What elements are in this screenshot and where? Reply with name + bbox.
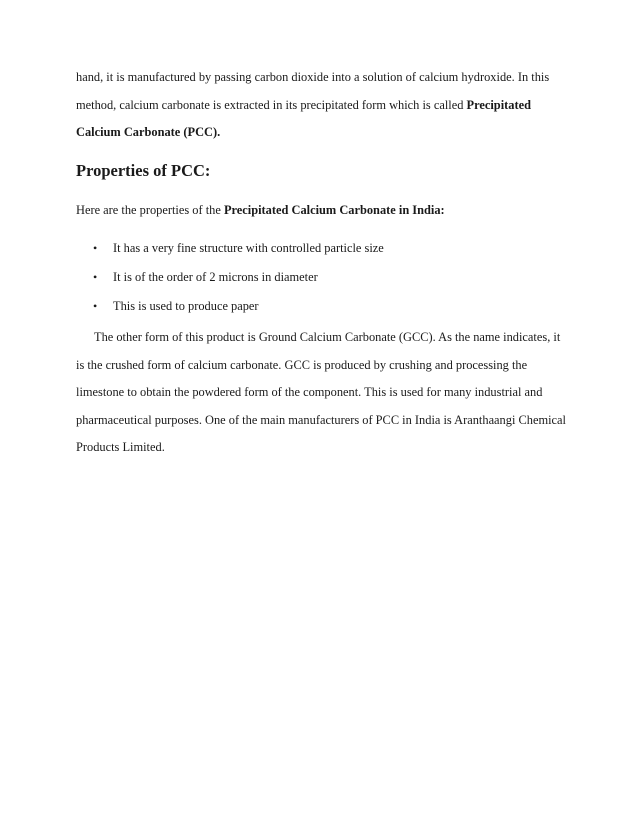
list-item: [76, 234, 566, 263]
paragraph-gcc: [76, 324, 566, 462]
paragraph-text: The other form of this product is Ground Calcium Carbonate (GCC). As the name indicates, it is the crushed form of calcium carbonate. GCC is produced by crushing and processing the limestone to obtain the powdered form of the component. This is used for many industrial and pharmaceutical purposes. One of the main manufacturers of PCC in India is Aranthaangi Chemical Products Limited.: [76, 330, 566, 454]
list-item-text: It has a very fine structure with controlled particle size: [113, 241, 384, 255]
paragraph-pcc-manufacturing: [76, 64, 566, 147]
list-item: [76, 263, 566, 292]
list-item-text: It is of the order of 2 microns in diameter: [113, 270, 318, 284]
properties-list: [76, 234, 566, 321]
paragraph-text: hand, it is manufactured by passing carbon dioxide into a solution of calcium hydroxide. In this method, calcium carbonate is extracted in its precipitated form which is called: [76, 70, 550, 112]
bullet-icon: •: [93, 299, 98, 313]
bold-term-pcc: Precipitated Calcium Carbonate (PCC).: [76, 97, 531, 139]
intro-text: Here are the properties of the: [76, 203, 224, 217]
list-item: [76, 292, 566, 321]
bold-term-pcc-india: Precipitated Calcium Carbonate in India:: [223, 203, 445, 217]
bullet-icon: •: [93, 270, 98, 284]
bullet-icon: •: [93, 241, 98, 255]
section-heading: Properties of PCC:: [76, 161, 211, 180]
properties-intro: [76, 197, 566, 225]
list-item-text: This is used to produce paper: [113, 299, 259, 313]
